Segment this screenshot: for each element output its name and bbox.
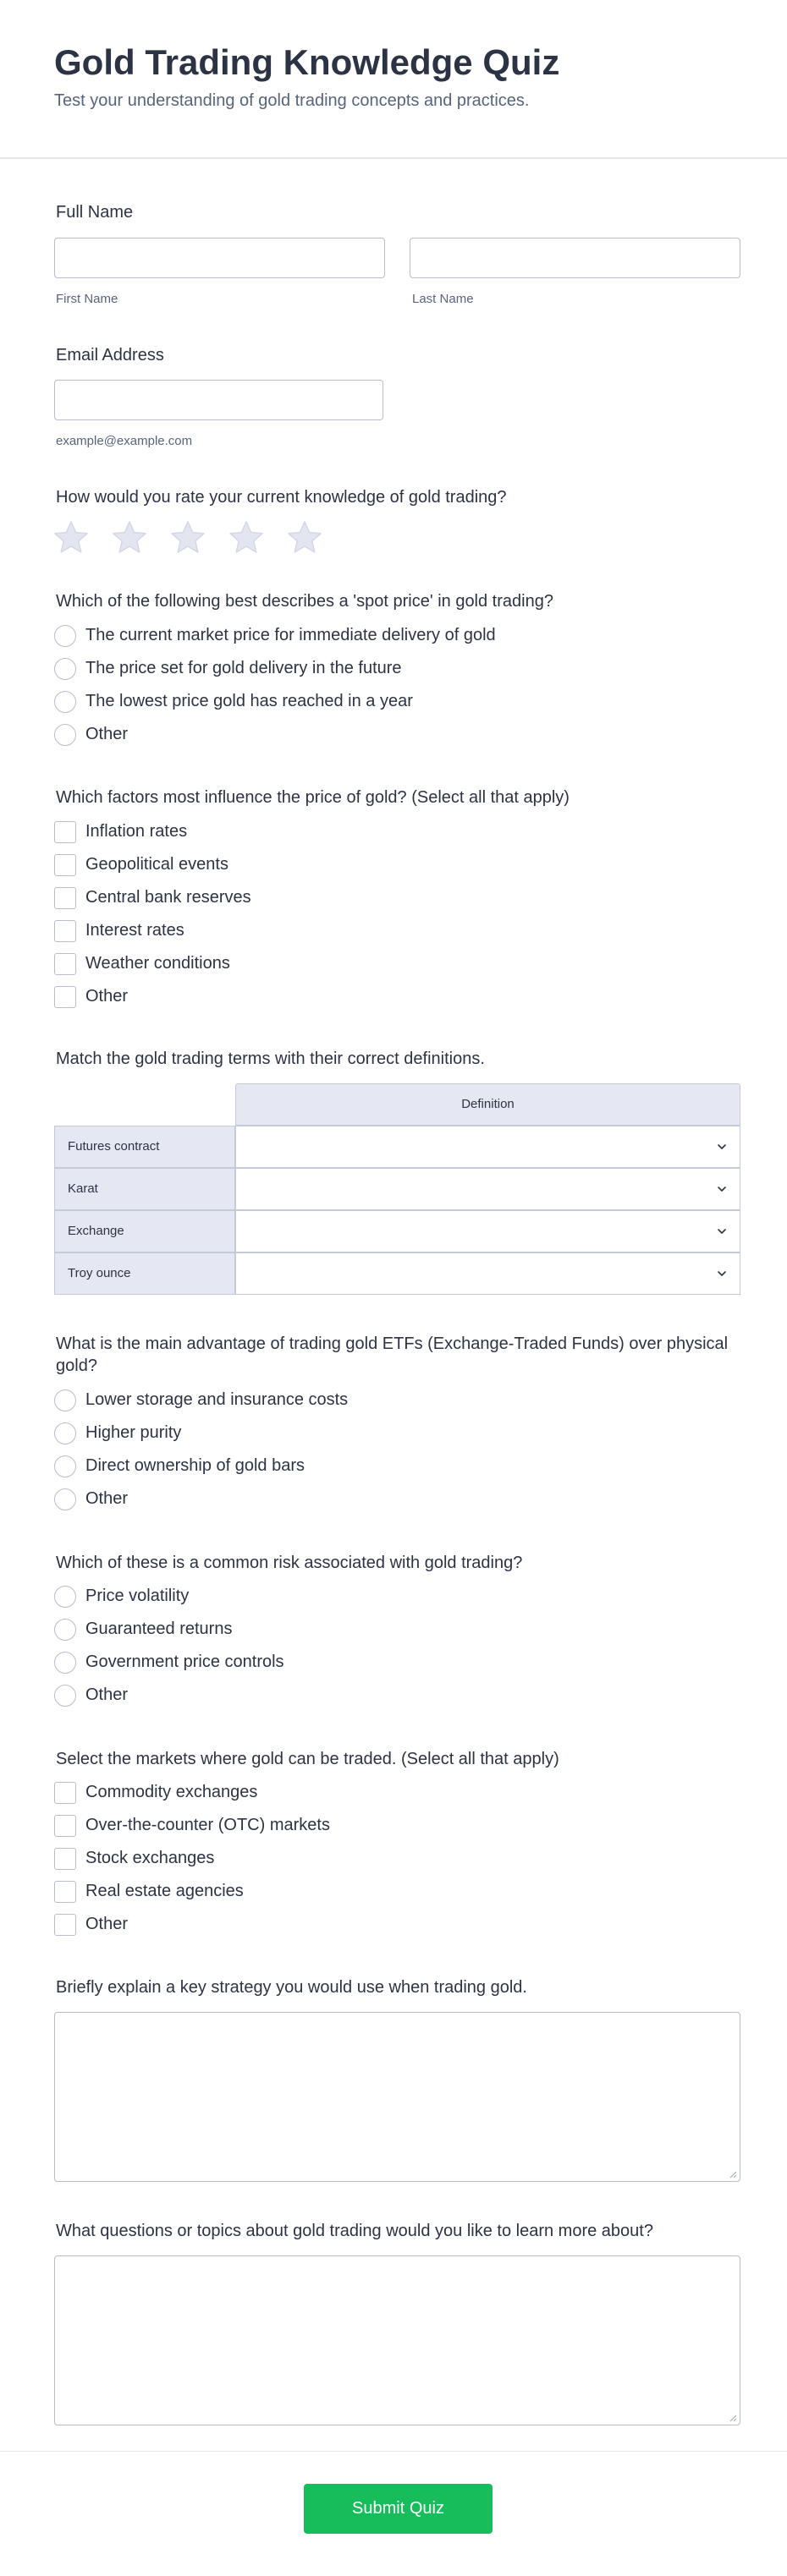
spot-price-option[interactable] [54, 722, 748, 748]
definition-dropdown[interactable] [235, 1210, 740, 1252]
spot-price-option[interactable] [54, 623, 748, 649]
spot-price-option[interactable] [54, 689, 748, 715]
matrix-column-header-label: Definition [461, 1097, 515, 1111]
factor-option-label: Geopolitical events [85, 855, 228, 874]
definition-dropdown[interactable] [235, 1126, 740, 1168]
factor-option-label: Other [85, 987, 129, 1006]
star-icon[interactable] [111, 519, 148, 556]
market-option[interactable] [54, 1912, 748, 1937]
matrix-row-label-cell [54, 1168, 235, 1210]
market-option-label: Over-the-counter (OTC) markets [85, 1816, 330, 1834]
risk-label: Which of these is a common risk associated with gold trading? [56, 1554, 523, 1572]
checkbox[interactable] [54, 887, 76, 909]
radio-button[interactable] [54, 1652, 76, 1674]
matrix-row [54, 1126, 740, 1168]
risk-option-label: Price volatility [85, 1587, 190, 1605]
radio-button[interactable] [54, 625, 76, 647]
rating-label: How would you rate your current knowledge of gold trading? [56, 488, 507, 507]
radio-button[interactable] [54, 1488, 76, 1510]
star-icon[interactable] [228, 519, 265, 556]
checkbox[interactable] [54, 920, 76, 942]
chevron-down-icon [716, 1268, 728, 1280]
factor-option[interactable] [54, 951, 748, 977]
market-option[interactable] [54, 1879, 748, 1905]
star-icon[interactable] [52, 519, 90, 556]
first-name-sublabel: First Name [56, 292, 118, 306]
factor-option[interactable] [54, 984, 748, 1010]
etf-option[interactable] [54, 1421, 748, 1446]
matrix-row [54, 1252, 740, 1295]
factor-option-label: Inflation rates [85, 822, 188, 841]
matrix-row-label-cell [54, 1252, 235, 1295]
matrix-row [54, 1168, 740, 1210]
radio-button[interactable] [54, 658, 76, 680]
checkbox[interactable] [54, 1782, 76, 1804]
factor-option-label: Weather conditions [85, 954, 230, 973]
definition-dropdown[interactable] [235, 1252, 740, 1295]
radio-button[interactable] [54, 724, 76, 746]
full-name-label: Full Name [56, 203, 134, 222]
checkbox[interactable] [54, 953, 76, 975]
checkbox[interactable] [54, 854, 76, 876]
matrix-row-label: Karat [68, 1181, 98, 1196]
market-option-label: Other [85, 1915, 129, 1933]
etf-label: What is the main advantage of trading gold ETFs (Exchange-Traded Funds) over physical gold? [56, 1335, 729, 1375]
chevron-down-icon [716, 1141, 728, 1153]
last-name-sublabel: Last Name [412, 292, 474, 306]
resize-grip-icon[interactable] [729, 2171, 737, 2179]
market-option[interactable] [54, 1780, 748, 1806]
matrix-label: Match the gold trading terms with their correct definitions. [56, 1050, 485, 1068]
market-option-label: Stock exchanges [85, 1849, 215, 1867]
market-option[interactable] [54, 1846, 748, 1872]
matrix-column-header [235, 1083, 740, 1126]
email-label: Email Address [56, 346, 164, 364]
form-header [0, 0, 787, 159]
last-name-input[interactable] [410, 238, 740, 278]
etf-option-label: Direct ownership of gold bars [85, 1456, 305, 1475]
factor-option[interactable] [54, 885, 748, 911]
resize-grip-icon[interactable] [729, 2414, 737, 2422]
radio-button[interactable] [54, 1455, 76, 1477]
risk-option[interactable] [54, 1617, 748, 1642]
checkbox[interactable] [54, 986, 76, 1008]
etf-option[interactable] [54, 1388, 748, 1413]
checkbox[interactable] [54, 821, 76, 843]
email-input[interactable] [54, 380, 383, 420]
etf-option[interactable] [54, 1454, 748, 1479]
email-sublabel: example@example.com [56, 434, 193, 448]
etf-option-label: Other [85, 1489, 129, 1508]
radio-button[interactable] [54, 1389, 76, 1411]
radio-button[interactable] [54, 1586, 76, 1608]
factor-option[interactable] [54, 918, 748, 944]
matrix-row-label-cell [54, 1210, 235, 1252]
spot-price-option-label: Other [85, 725, 129, 743]
star-icon[interactable] [286, 519, 323, 556]
checkbox[interactable] [54, 1914, 76, 1936]
factor-option[interactable] [54, 819, 748, 845]
spot-price-option-label: The lowest price gold has reached in a year [85, 692, 413, 710]
form-subtitle: Test your understanding of gold trading concepts and practices. [54, 91, 530, 110]
definition-dropdown[interactable] [235, 1168, 740, 1210]
risk-option[interactable] [54, 1584, 748, 1609]
star-icon[interactable] [169, 519, 206, 556]
factor-option[interactable] [54, 852, 748, 878]
first-name-input[interactable] [54, 238, 385, 278]
markets-label: Select the markets where gold can be traded. (Select all that apply) [56, 1750, 559, 1768]
etf-option-label: Lower storage and insurance costs [85, 1390, 349, 1409]
topics-textarea[interactable] [54, 2255, 740, 2425]
form-title: Gold Trading Knowledge Quiz [54, 42, 560, 82]
submit-button[interactable]: Submit Quiz [304, 2484, 493, 2534]
factor-option-label: Interest rates [85, 921, 184, 940]
factors-label: Which factors most influence the price of gold? (Select all that apply) [56, 788, 570, 807]
checkbox[interactable] [54, 1881, 76, 1903]
spot-price-option-label: The price set for gold delivery in the future [85, 659, 402, 677]
matrix-row [54, 1210, 740, 1252]
checkbox[interactable] [54, 1848, 76, 1870]
chevron-down-icon [716, 1225, 728, 1237]
risk-option[interactable] [54, 1683, 748, 1708]
spot-price-label: Which of the following best describes a 'spot price' in gold trading? [56, 592, 553, 611]
risk-option-label: Government price controls [85, 1652, 284, 1671]
market-option-label: Real estate agencies [85, 1882, 244, 1900]
factor-option-label: Central bank reserves [85, 888, 251, 907]
market-option-label: Commodity exchanges [85, 1783, 258, 1801]
etf-option[interactable] [54, 1487, 748, 1512]
strategy-label: Briefly explain a key strategy you would use when trading gold. [56, 1978, 527, 1997]
radio-button[interactable] [54, 1619, 76, 1641]
radio-button[interactable] [54, 1422, 76, 1444]
matrix-row-label: Futures contract [68, 1139, 160, 1154]
risk-option-label: Other [85, 1685, 129, 1704]
radio-button[interactable] [54, 1685, 76, 1707]
risk-option[interactable] [54, 1650, 748, 1675]
chevron-down-icon [716, 1183, 728, 1195]
matrix-row-label: Exchange [68, 1224, 124, 1238]
risk-option-label: Guaranteed returns [85, 1620, 233, 1638]
topics-label: What questions or topics about gold trading would you like to learn more about? [56, 2222, 653, 2240]
spot-price-option-label: The current market price for immediate delivery of gold [85, 626, 496, 644]
matrix-row-label: Troy ounce [68, 1266, 131, 1280]
radio-button[interactable] [54, 691, 76, 713]
etf-option-label: Higher purity [85, 1423, 182, 1442]
matrix-row-label-cell [54, 1126, 235, 1168]
spot-price-option[interactable] [54, 656, 748, 682]
checkbox[interactable] [54, 1815, 76, 1837]
market-option[interactable] [54, 1813, 748, 1839]
strategy-textarea[interactable] [54, 2012, 740, 2182]
